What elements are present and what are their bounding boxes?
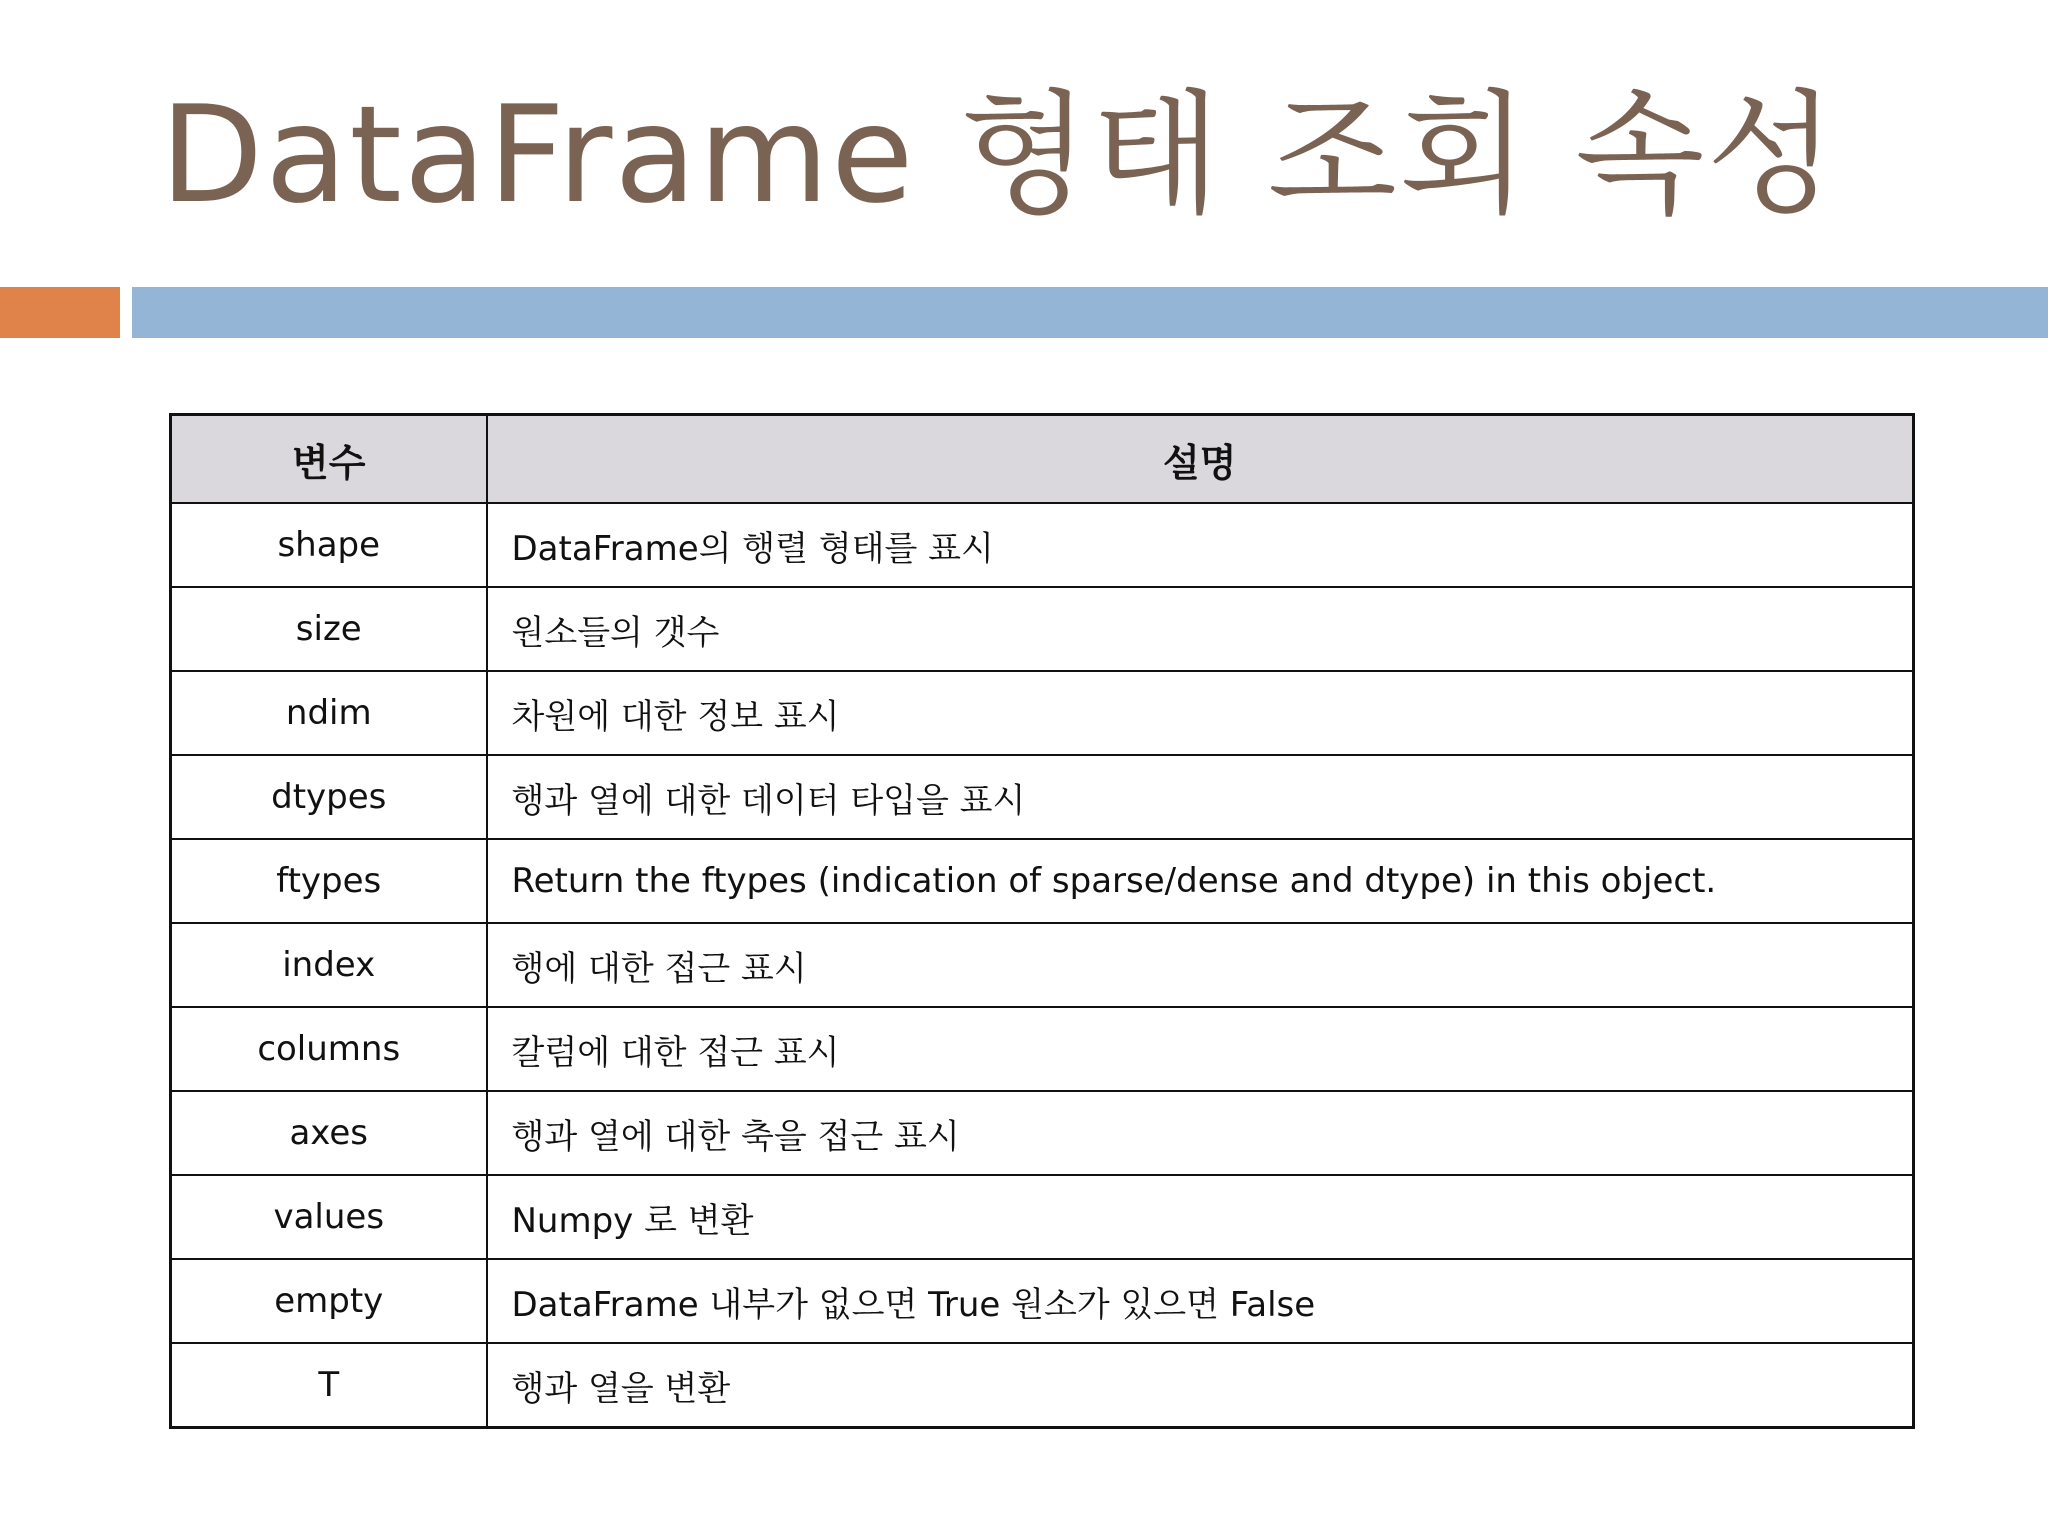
- table-row: [171, 1343, 1914, 1428]
- table-row: [171, 839, 1914, 923]
- attribute-description: 행과 열에 대한 데이터 타입을 표시: [487, 755, 1914, 839]
- table-row: [171, 671, 1914, 755]
- attribute-description: 행에 대한 접근 표시: [487, 923, 1914, 1007]
- attribute-name: shape: [171, 503, 487, 587]
- attribute-description: DataFrame 내부가 없으면 True 원소가 있으면 False: [487, 1259, 1914, 1343]
- attribute-description: 차원에 대한 정보 표시: [487, 671, 1914, 755]
- title-divider-bar: [132, 287, 2048, 338]
- header-description: 설명: [487, 415, 1914, 504]
- attribute-name: T: [171, 1343, 487, 1428]
- header-variable: 변수: [171, 415, 487, 504]
- slide-title: DataFrame 형태 조회 속성: [160, 77, 1838, 233]
- attribute-name: empty: [171, 1259, 487, 1343]
- table-row: [171, 1091, 1914, 1175]
- table-header-row: [171, 415, 1914, 504]
- attribute-description: Numpy 로 변환: [487, 1175, 1914, 1259]
- attribute-name: columns: [171, 1007, 487, 1091]
- table-row: [171, 923, 1914, 1007]
- attribute-name: dtypes: [171, 755, 487, 839]
- attribute-description: 행과 열을 변환: [487, 1343, 1914, 1428]
- attribute-description: 행과 열에 대한 축을 접근 표시: [487, 1091, 1914, 1175]
- attribute-name: ftypes: [171, 839, 487, 923]
- attribute-description: Return the ftypes (indication of sparse/dense and dtype) in this object.: [487, 839, 1914, 923]
- attribute-name: ndim: [171, 671, 487, 755]
- table-row: [171, 1259, 1914, 1343]
- table-row: [171, 755, 1914, 839]
- accent-bar: [0, 287, 120, 338]
- attribute-description: DataFrame의 행렬 형태를 표시: [487, 503, 1914, 587]
- attribute-description: 원소들의 갯수: [487, 587, 1914, 671]
- table-row: [171, 503, 1914, 587]
- table-row: [171, 1007, 1914, 1091]
- table-row: [171, 1175, 1914, 1259]
- table-row: [171, 587, 1914, 671]
- attribute-name: values: [171, 1175, 487, 1259]
- attribute-description: 칼럼에 대한 접근 표시: [487, 1007, 1914, 1091]
- attribute-name: index: [171, 923, 487, 1007]
- attribute-name: size: [171, 587, 487, 671]
- attributes-table: [169, 413, 1915, 1429]
- attribute-name: axes: [171, 1091, 487, 1175]
